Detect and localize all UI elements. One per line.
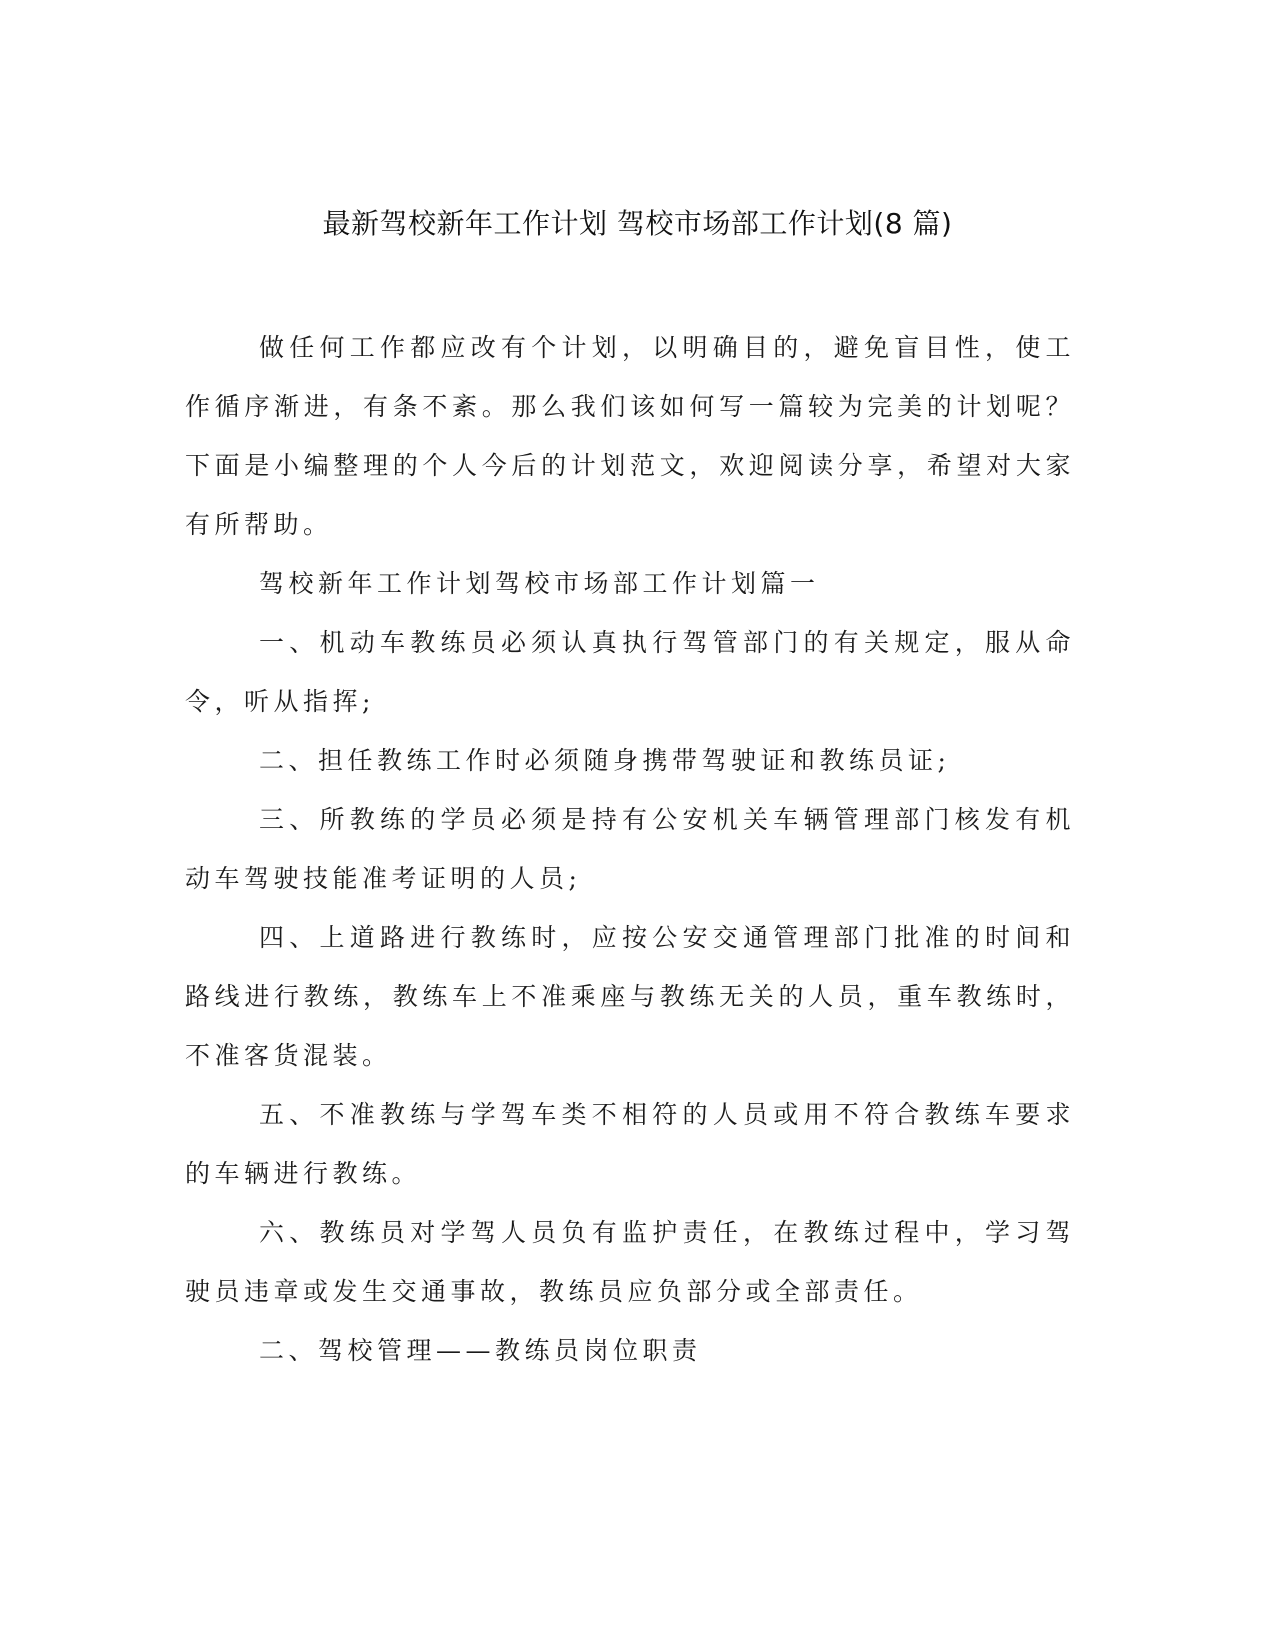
rule-item-2: 二、担任教练工作时必须随身携带驾驶证和教练员证; (259, 746, 951, 775)
section-heading-part-one: 驾校新年工作计划驾校市场部工作计划篇一 (259, 569, 820, 598)
rule-item-3: 三、所教练的学员必须是持有公安机关车辆管理部门核发有机动车驾驶技能准考证明的人员; (185, 805, 1075, 893)
intro-paragraph: 做任何工作都应改有个计划，以明确目的，避免盲目性，使工作循序渐进，有条不紊。那么我们该如何写一篇较为完美的计划呢？下面是小编整理的个人今后的计划范文，欢迎阅读分享，希望对大家有所帮助。 (185, 333, 1075, 539)
rule-item-6: 六、教练员对学驾人员负有监护责任，在教练过程中，学习驾驶员违章或发生交通事故，教练员应负部分或全部责任。 (185, 1218, 1075, 1306)
rule-item-4: 四、上道路进行教练时，应按公安交通管理部门批准的时间和路线进行教练，教练车上不准乘座与教练无关的人员，重车教练时，不准客货混装。 (185, 923, 1075, 1070)
rule-item-5: 五、不准教练与学驾车类不相符的人员或用不符合教练车要求的车辆进行教练。 (185, 1100, 1075, 1188)
section-heading-instructor-duties: 二、驾校管理——教练员岗位职责 (259, 1336, 702, 1365)
document-title: 最新驾校新年工作计划 驾校市场部工作计划(8 篇) (322, 207, 953, 240)
rule-item-1: 一、机动车教练员必须认真执行驾管部门的有关规定，服从命令，听从指挥; (185, 628, 1075, 716)
document-body (185, 318, 1075, 1380)
